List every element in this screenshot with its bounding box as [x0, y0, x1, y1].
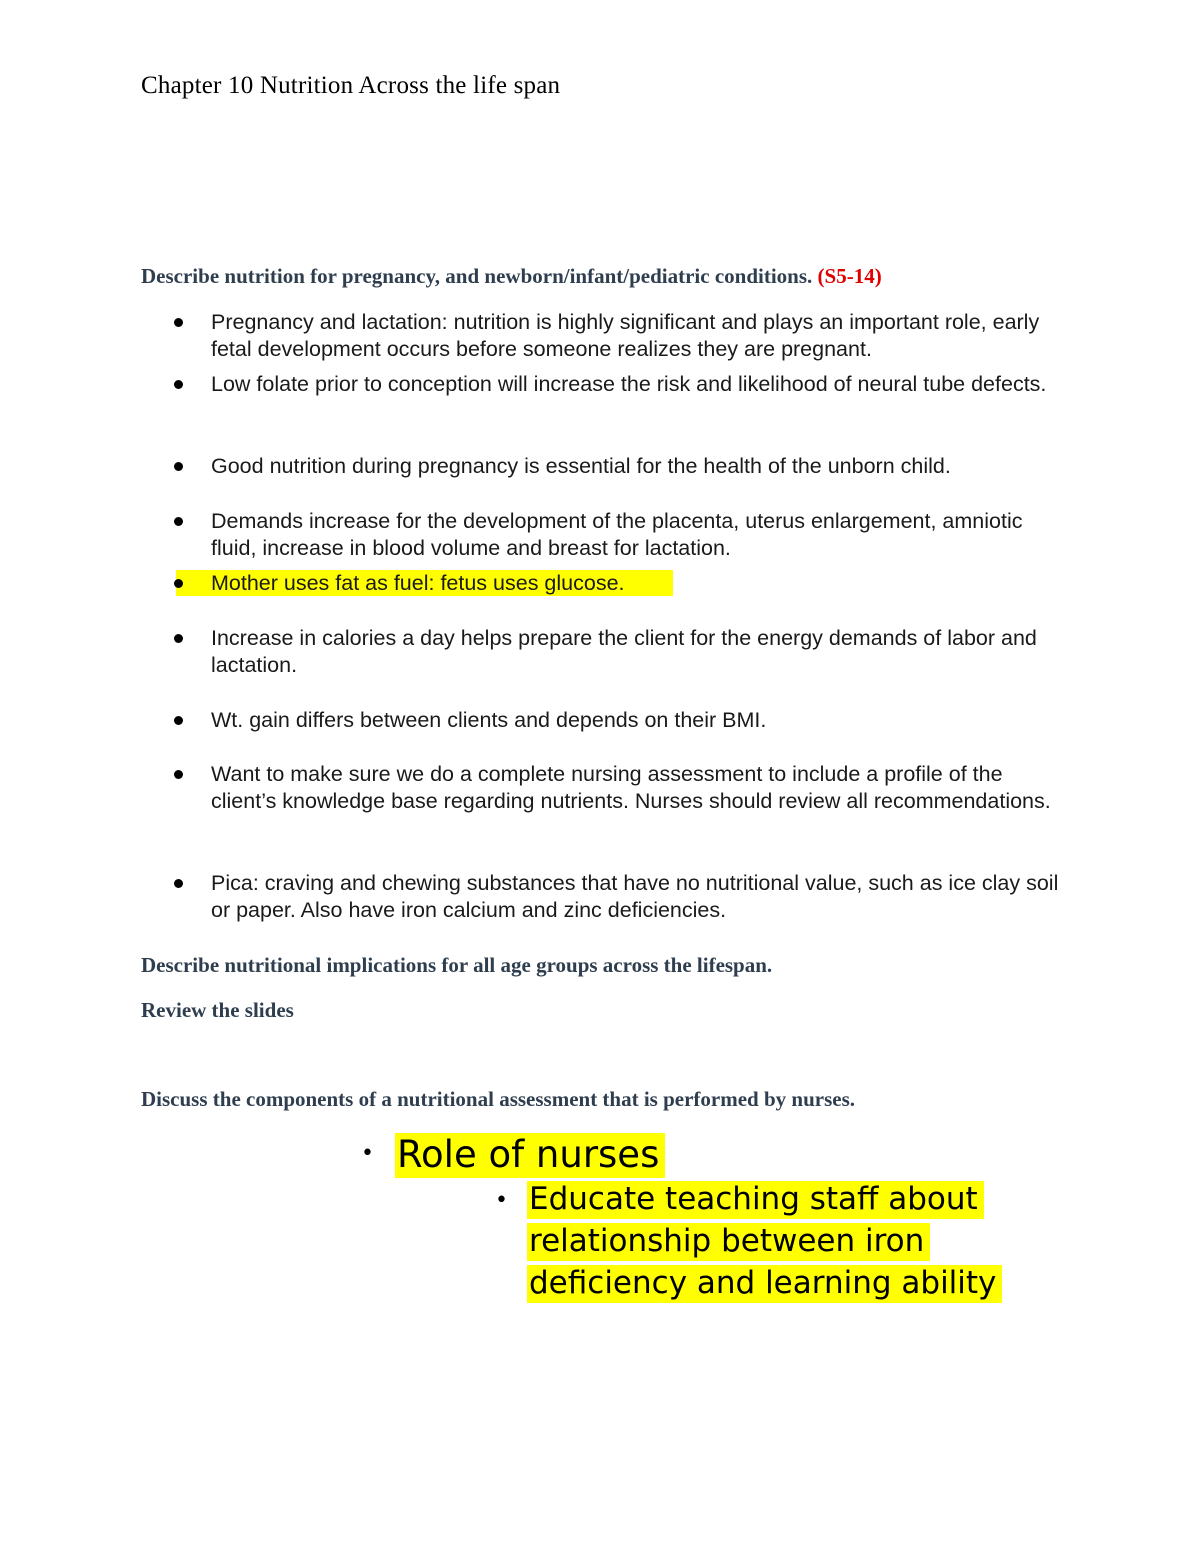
section-heading-lifespan: Describe nutritional implications for all age groups across the lifespan.	[141, 953, 773, 977]
list-item	[211, 707, 1061, 734]
callout-sub-line-1-text: Educate teaching staff about	[527, 1181, 984, 1219]
bullet-icon	[174, 879, 183, 888]
bullet-icon	[174, 770, 183, 779]
section-heading-pregnancy	[141, 264, 882, 289]
list-item-text: Want to make sure we do a complete nursing assessment to include a profile of the client’s knowledge base regarding nutrients. Nurses should review all recommendations.	[211, 762, 1051, 813]
list-item-text: Mother uses fat as fuel: fetus uses glucose.	[211, 571, 625, 595]
list-item-text: Increase in calories a day helps prepare the client for the energy demands of labor and lactation.	[211, 626, 1037, 677]
bullet-icon	[174, 716, 183, 725]
callout-sub-line-1	[527, 1178, 984, 1220]
callout-sub-line-3	[527, 1262, 1002, 1304]
page-title: Chapter 10 Nutrition Across the life span	[141, 72, 561, 99]
list-item	[211, 625, 1061, 679]
list-item-text: Good nutrition during pregnancy is essential for the health of the unborn child.	[211, 454, 951, 478]
list-item-text: Pregnancy and lactation: nutrition is highly significant and plays an important role, early fetal development occurs before someone realizes they are pregnant.	[211, 310, 1040, 361]
list-item-text: Wt. gain differs between clients and depends on their BMI.	[211, 708, 767, 732]
list-item	[211, 761, 1061, 815]
list-item-text: Low folate prior to conception will increase the risk and likelihood of neural tube defects.	[211, 372, 1047, 396]
section-heading-pregnancy-text: Describe nutrition for pregnancy, and newborn/infant/pediatric conditions.	[141, 264, 813, 288]
list-item-highlighted	[211, 570, 1061, 597]
section-heading-assessment: Discuss the components of a nutritional assessment that is performed by nurses.	[141, 1087, 856, 1111]
callout-sub-line-2	[527, 1220, 930, 1262]
bullet-icon	[174, 318, 183, 327]
callout-bullet-icon: •	[361, 1141, 374, 1166]
review-slides-note: Review the slides	[141, 998, 294, 1022]
list-item	[211, 309, 1061, 363]
list-item-text: Pica: craving and chewing substances that have no nutritional value, such as ice clay soil or paper. Also have iron calcium and zinc deficiencies.	[211, 871, 1059, 922]
list-item	[211, 371, 1061, 398]
bullet-icon	[174, 380, 183, 389]
bullet-icon	[174, 462, 183, 471]
slide-reference: (S5-14)	[817, 264, 882, 288]
callout-title	[395, 1129, 665, 1181]
callout-title-text: Role of nurses	[395, 1133, 665, 1178]
list-item	[211, 870, 1061, 924]
bullet-icon	[174, 517, 183, 526]
callout-sub-line-3-text: deficiency and learning ability	[527, 1265, 1002, 1303]
list-item-text: Demands increase for the development of the placenta, uterus enlargement, amniotic fluid, increase in blood volume and breast for lactation.	[211, 509, 1023, 560]
callout-sub-line-2-text: relationship between iron	[527, 1223, 930, 1261]
bullet-icon	[174, 634, 183, 643]
callout-sub-bullet-icon: •	[495, 1188, 508, 1213]
bullet-icon	[174, 579, 183, 588]
list-item	[211, 453, 1061, 480]
list-item	[211, 508, 1061, 562]
